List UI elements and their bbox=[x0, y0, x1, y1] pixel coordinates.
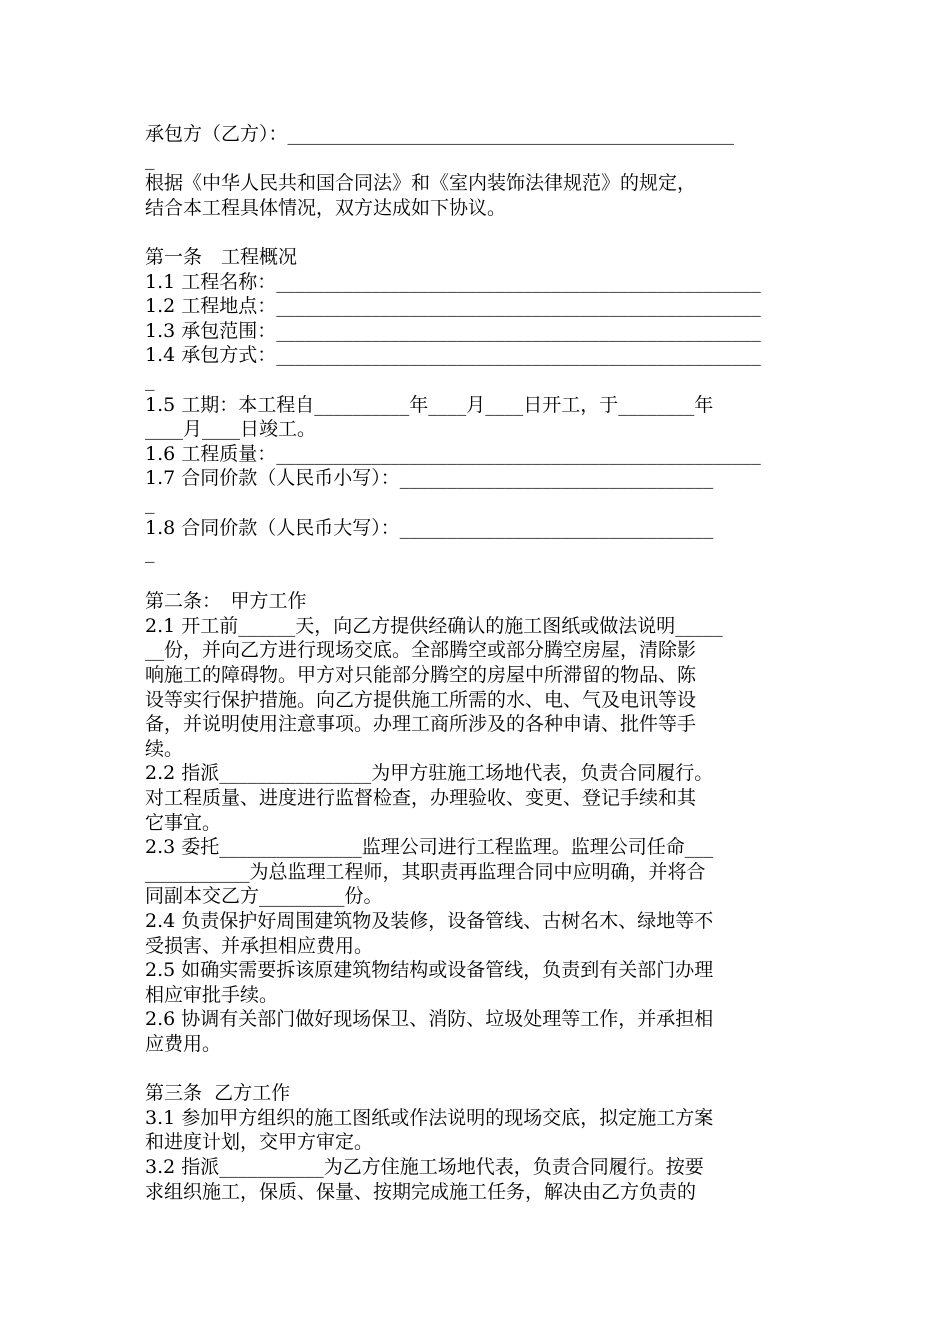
text-line: _ bbox=[145, 491, 155, 514]
text-line: 备，并说明使用注意事项。办理工商所涉及的各种申请、批件等手 bbox=[145, 713, 697, 736]
text-line: ___________为总监理工程师，其职责再监理合同中应明确，并将合 bbox=[145, 860, 706, 883]
text-line: 承包方（乙方）：_______________________________________________ bbox=[145, 123, 735, 145]
text-line: 同副本交乙方_________份。 bbox=[145, 885, 383, 908]
text-line: _ bbox=[145, 368, 155, 391]
text-line: 2.2 指派________________为甲方驻施工场地代表，负责合同履行。 bbox=[145, 762, 714, 785]
text-line: 第三条 乙方工作 bbox=[145, 1082, 291, 1105]
text-line bbox=[145, 1057, 807, 1082]
text-line: 2.1 开工前______天，向乙方提供经确认的施工图纸或做法说明_____ bbox=[145, 614, 723, 637]
text-line: 2.6 协调有关部门做好现场保卫、消防、垃圾处理等工作，并承担相 bbox=[145, 1008, 714, 1031]
text-line: 和进度计划，交甲方审定。 bbox=[145, 1131, 374, 1154]
text-line: 求组织施工，保质、保量、按期完成施工任务，解决由乙方负责的 bbox=[145, 1180, 697, 1203]
text-line: 1.8 合同价款（人民币大写）：_________________________________ bbox=[145, 516, 714, 539]
text-line: 1.3 承包范围：___________________________________________________ bbox=[145, 319, 761, 342]
text-line: 响施工的障碍物。甲方对只能部分腾空的房屋中所滞留的物品、陈 bbox=[145, 664, 697, 687]
text-line: 3.2 指派___________为乙方住施工场地代表，负责合同履行。按要 bbox=[145, 1155, 704, 1178]
text-line: 1.4 承包方式：___________________________________________________ bbox=[145, 344, 761, 367]
text-line: _ bbox=[145, 147, 155, 170]
text-line: _ bbox=[145, 541, 155, 564]
text-line: 结合本工程具体情况，双方达成如下协议。 bbox=[145, 196, 507, 219]
text-line: 对工程质量、进度进行监督检查，办理验收、变更、登记手续和其 bbox=[145, 787, 697, 810]
text-line bbox=[145, 565, 807, 590]
text-line: 续。 bbox=[145, 737, 184, 760]
text-line: 第二条： 甲方工作 bbox=[145, 590, 307, 613]
text-line: 3.1 参加甲方组织的施工图纸或作法说明的现场交底，拟定施工方案 bbox=[145, 1106, 714, 1129]
text-line: 1.6 工程质量：___________________________________________________ bbox=[145, 442, 761, 465]
text-line: 相应审批手续。 bbox=[145, 983, 279, 1006]
text-line: 受损害、并承担相应费用。 bbox=[145, 934, 374, 957]
text-line bbox=[145, 220, 807, 245]
text-line: 设等实行保护措施。向乙方提供施工所需的水、电、气及电讯等设 bbox=[145, 688, 697, 711]
text-line: 2.3 委托_______________监理公司进行工程监理。监理公司任命___ bbox=[145, 836, 714, 859]
text-line: 1.2 工程地点：___________________________________________________ bbox=[145, 295, 761, 318]
text-line: 根据《中华人民共和国合同法》和《室内装饰法律规范》的规定， bbox=[145, 172, 697, 195]
text-line: __份，并向乙方进行现场交底。全部腾空或部分腾空房屋，清除影 bbox=[145, 639, 697, 662]
text-line: ____月____日竣工。 bbox=[145, 418, 317, 441]
text-line: 1.7 合同价款（人民币小写）：_________________________________ bbox=[145, 467, 714, 490]
text-line: 它事宜。 bbox=[145, 811, 222, 834]
text-line: 第一条 工程概况 bbox=[145, 245, 298, 268]
text-line: 1.5 工期：本工程自__________年____月____日开工，于________年 bbox=[145, 393, 714, 416]
contract-page bbox=[145, 122, 807, 1204]
text-line: 应费用。 bbox=[145, 1032, 222, 1055]
text-line: 1.1 工程名称：___________________________________________________ bbox=[145, 270, 761, 293]
text-line: 2.5 如确实需要拆该原建筑物结构或设备管线，负责到有关部门办理 bbox=[145, 959, 714, 982]
text-line: 2.4 负责保护好周围建筑物及装修，设备管线、古树名木、绿地等不 bbox=[145, 910, 714, 932]
